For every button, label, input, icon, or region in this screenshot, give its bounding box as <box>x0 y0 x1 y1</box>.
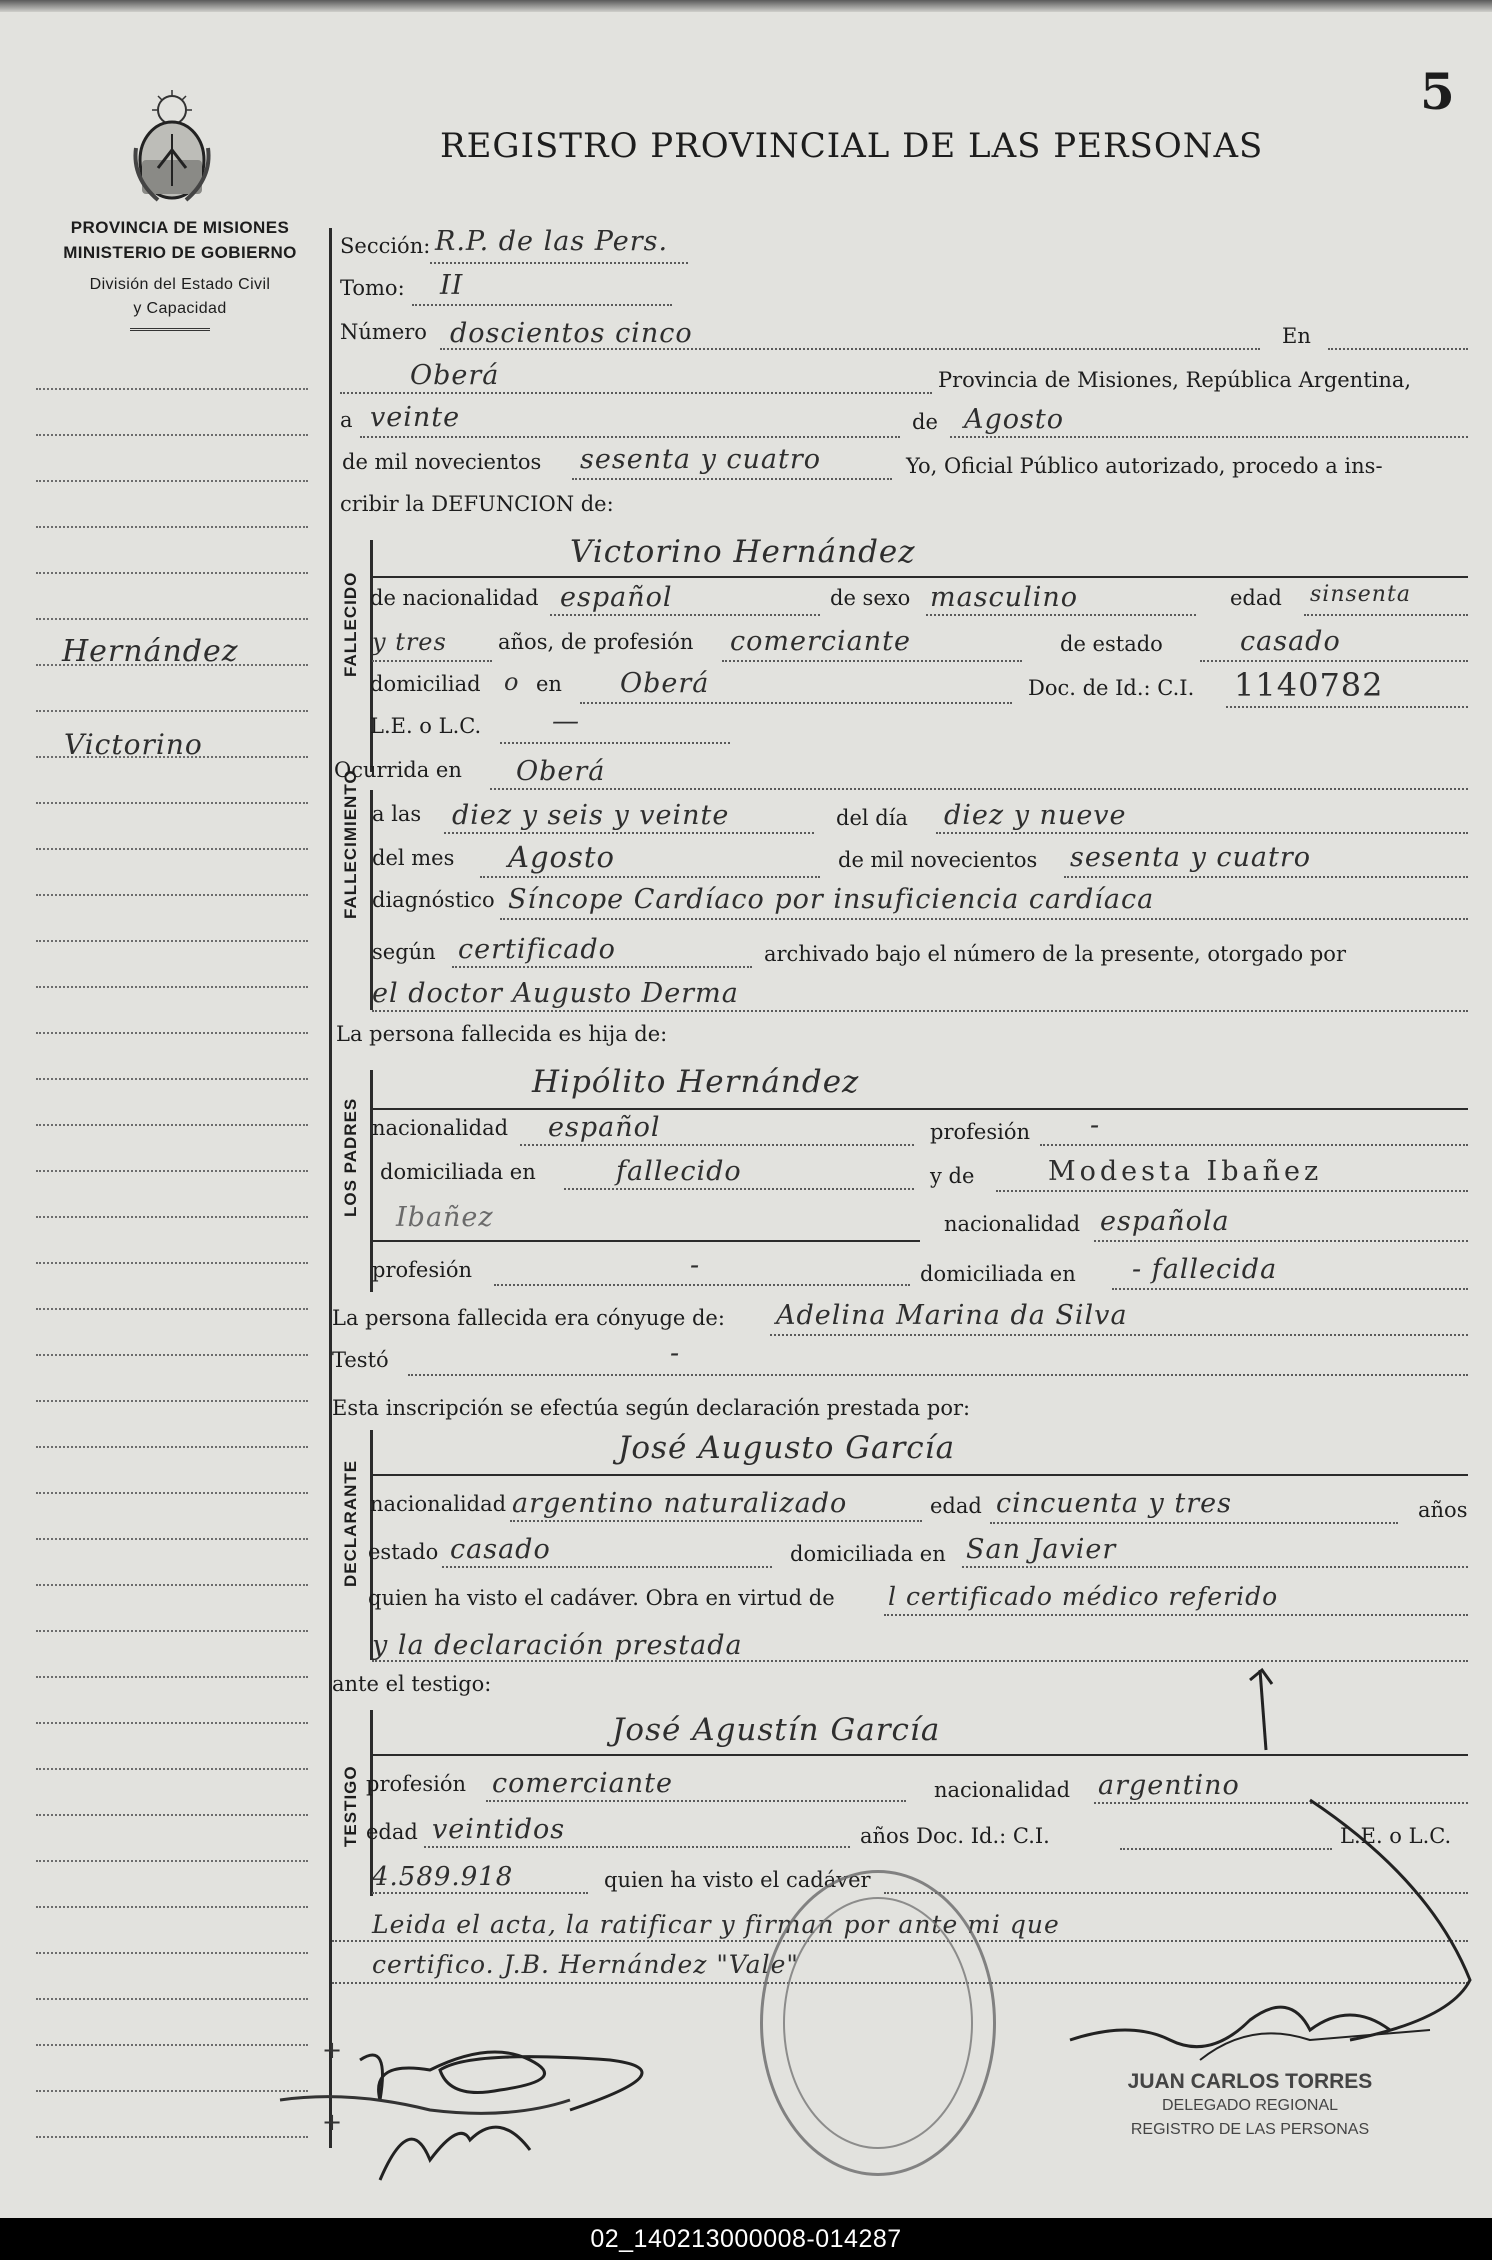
testigo-le-line <box>372 1892 588 1894</box>
declarante-virtud-line <box>884 1614 1468 1616</box>
declarante-domicilio-label: domiciliada en <box>790 1542 946 1566</box>
day-value: veinte <box>370 402 461 433</box>
padre-nacionalidad-label: nacionalidad <box>372 1116 509 1140</box>
testigo-edad-value: veintidos <box>432 1814 566 1845</box>
en-line <box>1328 348 1468 350</box>
margin-line <box>36 848 308 850</box>
official-seal-inner-ring <box>783 1897 973 2149</box>
declarante-edad-value: cincuenta y tres <box>996 1488 1232 1519</box>
testigo-le-value: 4.589.918 <box>372 1862 514 1892</box>
testo-label: Testó <box>332 1348 389 1372</box>
fallecimiento-hora-label: a las <box>372 802 422 826</box>
padre-profesion-value: - <box>1090 1110 1101 1141</box>
fallecimiento-mes-line <box>480 876 820 878</box>
fallecido-profesion-label: años, de profesión <box>498 630 694 654</box>
fallecido-doc-value: 1140782 <box>1234 666 1384 704</box>
margin-line <box>36 1998 308 2000</box>
month-value: Agosto <box>964 404 1064 435</box>
numero-value: doscientos cinco <box>450 318 693 349</box>
madre-profesion-label: profesión <box>372 1258 472 1282</box>
fallecido-edad-line-2 <box>372 660 492 662</box>
madre-domicilio-value: - fallecida <box>1132 1254 1278 1285</box>
fallecimiento-doctor-value: el doctor Augusto Derma <box>372 978 739 1009</box>
margin-line <box>36 480 308 482</box>
testigo-nacionalidad-value: argentino <box>1098 1770 1240 1801</box>
madre-name-line <box>996 1190 1468 1192</box>
fallecido-edad-line <box>1304 614 1468 616</box>
seccion-label: Sección: <box>340 234 431 258</box>
declarante-estado-value: casado <box>450 1534 551 1565</box>
inscribe-text: cribir la DEFUNCION de: <box>340 492 614 516</box>
declarante-estado-label: estado <box>368 1540 439 1564</box>
month-line <box>950 436 1468 438</box>
declarante-anos-label: años <box>1418 1498 1468 1522</box>
fallecido-le-label: L.E. o L.C. <box>370 714 482 738</box>
tomo-value: II <box>440 270 464 301</box>
fallecimiento-archivado-text: archivado bajo el número de la presente, otorgado por <box>764 942 1346 966</box>
signature-officer <box>1050 1660 1490 2090</box>
fallecido-estado-line <box>1200 660 1468 662</box>
svg-text:+: + <box>322 2036 343 2064</box>
testigo-edad-line <box>424 1846 850 1848</box>
officer-stamp-title: DELEGADO REGIONAL <box>1161 2097 1339 2114</box>
fallecido-edad-label: edad <box>1230 586 1282 610</box>
margin-line <box>36 2044 308 2046</box>
padre-nacionalidad-line <box>520 1144 914 1146</box>
testo-value: - <box>670 1338 681 1369</box>
fallecimiento-diagnostico-line <box>500 918 1468 920</box>
margin-line <box>36 1262 308 1264</box>
madre-nacionalidad-value: española <box>1100 1206 1230 1237</box>
margin-line <box>36 894 308 896</box>
fallecimiento-hora-line <box>444 832 814 834</box>
margin-line <box>36 618 308 620</box>
margin-line <box>36 1308 308 1310</box>
madre-name-continued: Ibañez <box>396 1202 494 1233</box>
margin-line <box>36 1814 308 1816</box>
declarante-domicilio-value: San Javier <box>966 1534 1117 1565</box>
padres-top-rule <box>372 1108 1468 1110</box>
fallecido-domicilio-line <box>580 702 1012 704</box>
madre-profesion-line <box>494 1284 910 1286</box>
ocurrida-label: Ocurrida en <box>334 758 462 782</box>
fallecido-edad-value-2: y tres <box>372 628 447 656</box>
margin-line <box>36 526 308 528</box>
provincia-text: Provincia de Misiones, República Argentina, <box>938 368 1412 392</box>
declarante-edad-label: edad <box>930 1494 982 1518</box>
padre-nacionalidad-value: español <box>548 1112 661 1143</box>
margin-line <box>36 1860 308 1862</box>
testigo-edad-label: edad <box>366 1820 418 1844</box>
closing-line-1: Leida el acta, la ratificar y firman por ante mi que <box>372 1910 1060 1939</box>
de-label: de <box>912 410 938 434</box>
fallecimiento-hora-value: diez y seis y veinte <box>452 800 730 831</box>
hija-text: La persona fallecida es hija de: <box>336 1022 668 1046</box>
fallecimiento-doctor-line <box>372 1010 1468 1012</box>
margin-line <box>36 1032 308 1034</box>
declarante-nacionalidad-value: argentino naturalizado <box>512 1488 848 1519</box>
fallecimiento-diagnostico-label: diagnóstico <box>372 888 495 912</box>
fallecido-domicilio-value: Oberá <box>620 668 710 699</box>
officer-stamp-office: REGISTRO DE LAS PERSONAS <box>1130 2121 1370 2138</box>
declarante-virtud-value: l certificado médico referido <box>888 1582 1279 1611</box>
signature-declarante <box>270 2000 740 2200</box>
margin-line <box>36 1768 308 1770</box>
fallecido-sexo-line <box>926 614 1196 616</box>
padre-profesion-line <box>1040 1144 1468 1146</box>
padre-domicilio-label: domiciliada en <box>380 1160 536 1184</box>
coat-of-arms-icon <box>128 88 216 208</box>
margin-given-name: Victorino <box>64 728 203 761</box>
fallecido-le-line <box>500 742 730 744</box>
fallecido-top-rule <box>372 576 1468 578</box>
margin-line <box>36 1446 308 1448</box>
page-number: 5 <box>1420 62 1455 121</box>
margin-line <box>36 1124 308 1126</box>
numero-line <box>440 348 1260 350</box>
declarante-nacionalidad-line <box>510 1520 922 1522</box>
madre-nacionalidad-label: nacionalidad <box>944 1212 1081 1236</box>
fallecimiento-diagnostico-value: Síncope Cardíaco por insuficiencia cardíaca <box>508 884 1155 915</box>
declaracion-text: Esta inscripción se efectúa según declaración prestada por: <box>332 1396 971 1420</box>
padre-profesion-label: profesión <box>930 1120 1030 1144</box>
tomo-line <box>412 304 672 306</box>
margin-line <box>36 986 308 988</box>
y-de-label: y de <box>930 1164 975 1188</box>
margin-line <box>36 1630 308 1632</box>
testigo-profesion-label: profesión <box>366 1772 466 1796</box>
testigo-profesion-value: comerciante <box>492 1768 673 1799</box>
margin-line <box>36 434 308 436</box>
fallecido-section-label: FALLECIDO <box>341 571 360 677</box>
book-top-edge <box>0 0 1492 12</box>
fallecimiento-anio-label: de mil novecientos <box>838 848 1038 872</box>
testigo-name: José Agustín García <box>612 1712 941 1748</box>
madre-domicilio-label: domiciliada en <box>920 1262 1076 1286</box>
declarante-top-rule <box>372 1474 1468 1476</box>
numero-label: Número <box>340 320 427 344</box>
en-label: En <box>1282 324 1311 348</box>
fallecido-nacionalidad-label: de nacionalidad <box>370 586 539 610</box>
fallecimiento-segun-line <box>452 966 752 968</box>
fallecimiento-section-label: FALLECIMIENTO <box>341 769 360 919</box>
madre-name-underline <box>372 1240 920 1242</box>
margin-line <box>36 1078 308 1080</box>
margin-line <box>36 1354 308 1356</box>
margin-line <box>36 1952 308 1954</box>
declarante-domicilio-line <box>962 1566 1468 1568</box>
fallecido-profesion-line <box>722 660 1022 662</box>
declarante-virtud-value-2: y la declaración prestada <box>372 1630 743 1661</box>
declarante-nacionalidad-label: nacionalidad <box>370 1492 507 1516</box>
testigo-doc-label: años Doc. Id.: C.I. <box>860 1824 1050 1848</box>
madre-nacionalidad-line <box>1094 1240 1468 1242</box>
svg-text:+: + <box>322 2108 343 2136</box>
margin-line <box>36 1170 308 1172</box>
fallecido-en-label: en <box>536 672 562 696</box>
province-header: PROVINCIA DE MISIONES <box>70 218 290 237</box>
image-id-footer: 02_140213000008-014287 <box>0 2218 1492 2260</box>
fallecido-domicilio-suffix: o <box>504 668 520 696</box>
fallecido-edad-value: sinsenta <box>1310 582 1411 607</box>
fallecimiento-dia-value: diez y nueve <box>944 800 1127 831</box>
margin-line <box>36 1400 308 1402</box>
fallecido-nacionalidad-line <box>550 614 820 616</box>
fallecimiento-mes-label: del mes <box>372 846 455 870</box>
testigo-profesion-line <box>486 1800 906 1802</box>
testigo-le-label: L.E. o L.C. <box>1340 1824 1452 1848</box>
registry-title: REGISTRO PROVINCIAL DE LAS PERSONAS <box>440 126 1264 166</box>
margin-surname: Hernández <box>62 634 239 669</box>
testigo-intro: ante el testigo: <box>332 1672 492 1696</box>
official-seal <box>760 1870 996 2176</box>
margin-line <box>36 2136 308 2138</box>
year-line <box>572 478 892 480</box>
fallecido-doc-label: Doc. de Id.: C.I. <box>1028 676 1195 700</box>
fallecido-sexo-value: masculino <box>930 582 1078 613</box>
testo-line <box>408 1374 1468 1376</box>
division-header-2: y Capacidad <box>133 300 227 317</box>
margin-line <box>36 2090 308 2092</box>
fallecido-nacionalidad-value: español <box>560 582 673 613</box>
conyuge-value: Adelina Marina da Silva <box>776 1300 1128 1331</box>
fallecimiento-anio-value: sesenta y cuatro <box>1070 842 1312 873</box>
margin-line <box>36 1722 308 1724</box>
year-value: sesenta y cuatro <box>580 444 822 475</box>
ocurrida-value: Oberá <box>516 756 606 787</box>
fallecimiento-segun-label: según <box>372 940 436 964</box>
place-value: Oberá <box>410 360 500 391</box>
year-prefix: de mil novecientos <box>342 450 542 474</box>
madre-domicilio-line <box>1112 1288 1468 1290</box>
fallecido-sexo-label: de sexo <box>830 586 911 610</box>
declarante-name: José Augusto García <box>618 1430 956 1466</box>
fallecimiento-dia-label: del día <box>836 806 908 830</box>
madre-profesion-value: - <box>690 1250 701 1281</box>
margin-line <box>36 1538 308 1540</box>
seccion-value: R.P. de las Pers. <box>435 226 669 257</box>
padres-section-label: LOS PADRES <box>341 1097 360 1217</box>
margin-line <box>36 802 308 804</box>
margin-line <box>36 1492 308 1494</box>
padre-domicilio-value: fallecido <box>616 1156 742 1187</box>
closing-line-2: certifico. J.B. Hernández "Vale" <box>372 1950 799 1979</box>
officer-stamp-name: JUAN CARLOS TORRES <box>1127 2070 1373 2093</box>
declarante-edad-line <box>990 1522 1398 1524</box>
day-line <box>360 436 900 438</box>
division-header: División del Estado Civil <box>89 276 271 293</box>
margin-line <box>36 388 308 390</box>
a-label: a <box>340 408 353 432</box>
margin-line <box>36 572 308 574</box>
officer-text: Yo, Oficial Público autorizado, procedo a ins- <box>906 454 1383 478</box>
testigo-nacionalidad-label: nacionalidad <box>934 1778 1071 1802</box>
padre-domicilio-line <box>564 1188 914 1190</box>
declarante-section-label: DECLARANTE <box>341 1459 360 1587</box>
testigo-section-label: TESTIGO <box>341 1765 360 1847</box>
ocurrida-line <box>490 788 1468 790</box>
fallecido-doc-line <box>1226 706 1468 708</box>
place-line <box>340 392 932 394</box>
seccion-line <box>430 262 688 264</box>
padre-name: Hipólito Hernández <box>532 1064 860 1100</box>
margin-line <box>36 1906 308 1908</box>
madre-name: Modesta Ibañez <box>1048 1156 1323 1187</box>
declarante-estado-line <box>442 1566 772 1568</box>
fallecido-name: Victorino Hernández <box>570 534 916 570</box>
testigo-visto-text: quien ha visto el cadáver <box>604 1868 871 1892</box>
ministry-header: MINISTERIO DE GOBIERNO <box>63 243 297 262</box>
fallecimiento-anio-line <box>1064 876 1468 878</box>
fallecido-profesion-value: comerciante <box>730 626 911 657</box>
conyuge-line <box>770 1334 1468 1336</box>
margin-line <box>36 1216 308 1218</box>
fallecido-le-value: — <box>552 706 580 737</box>
fallecido-domicilio-label: domiciliad <box>370 672 481 696</box>
tomo-label: Tomo: <box>340 276 405 300</box>
declarante-visto-text: quien ha visto el cadáver. Obra en virtud de <box>368 1586 835 1610</box>
margin-line <box>36 1584 308 1586</box>
margin-line <box>36 1676 308 1678</box>
fallecido-estado-label: de estado <box>1060 632 1163 656</box>
fallecimiento-segun-value: certificado <box>458 934 616 965</box>
fallecido-estado-value: casado <box>1240 626 1341 657</box>
margin-line <box>36 940 308 942</box>
conyuge-label: La persona fallecida era cónyuge de: <box>332 1306 725 1330</box>
header-divider <box>130 328 210 331</box>
fallecimiento-mes-value: Agosto <box>508 840 615 874</box>
fallecimiento-dia-line <box>936 832 1468 834</box>
margin-line <box>36 710 308 712</box>
